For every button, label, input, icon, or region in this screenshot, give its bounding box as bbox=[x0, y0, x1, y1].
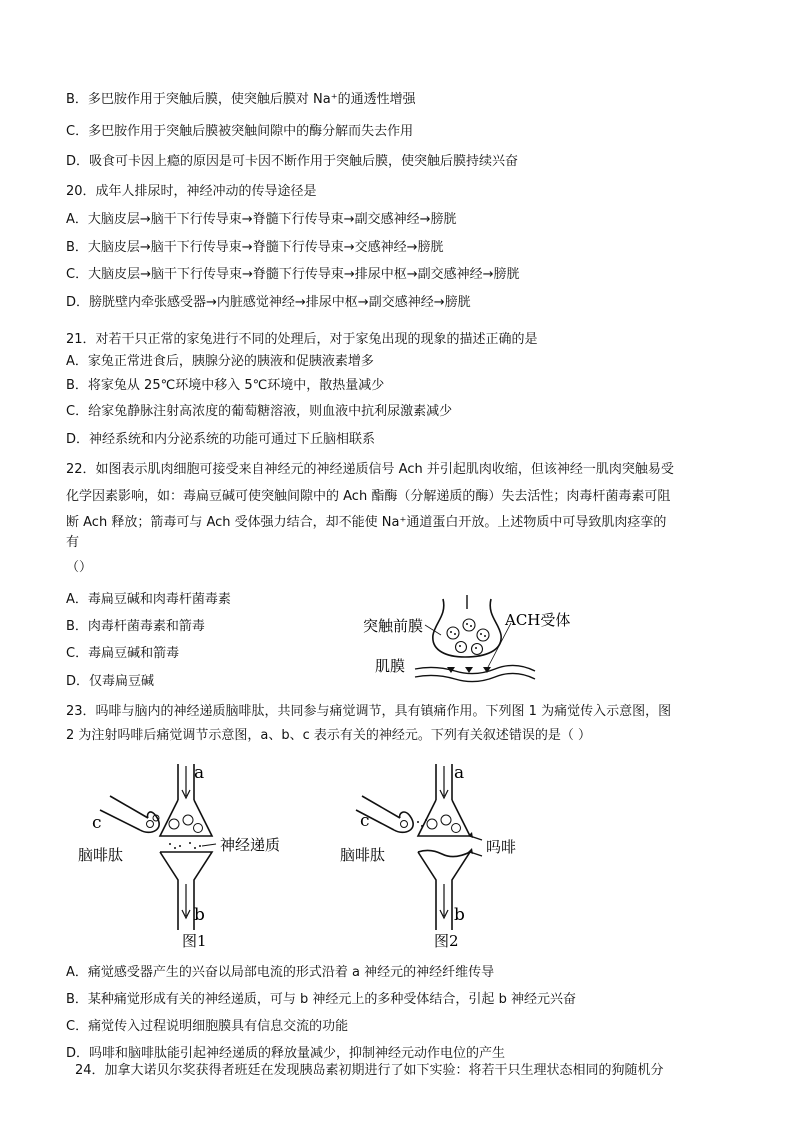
q23-option-a: A．痛觉感受器产生的兴奋以局部电流的形式沿着 a 神经元的神经纤维传导 bbox=[66, 965, 495, 980]
q19-option-b: B．多巴胺作用于突触后膜，使突触后膜对 Na⁺的通透性增强 bbox=[66, 92, 416, 107]
q22-stem-line4: 有 bbox=[66, 535, 80, 550]
q21-option-d: D．神经系统和内分泌系统的功能可通过下丘脑相联系 bbox=[66, 432, 376, 447]
fig2-label-a: a bbox=[454, 763, 465, 783]
q23-stem-line1: 23．吗啡与脑内的神经递质脑啡肽，共同参与痛觉调节，具有镇痛作用。下列图 1 为痛觉传入示意图，图 bbox=[66, 704, 672, 719]
q22-option-b: B．肉毒杆菌毒素和箭毒 bbox=[66, 619, 205, 634]
q22-option-a: A．毒扁豆碱和肉毒杆菌毒素 bbox=[66, 592, 231, 607]
fig2-caption: 图2 bbox=[434, 932, 459, 950]
fig2-label-c: c bbox=[360, 811, 370, 831]
q22-option-c: C．毒扁豆碱和箭毒 bbox=[66, 646, 180, 661]
q20-option-b: B．大脑皮层→脑干下行传导束→脊髓下行传导束→交感神经→膀胱 bbox=[66, 240, 444, 255]
q23-option-c: C．痛觉传入过程说明细胞膜具有信息交流的功能 bbox=[66, 1019, 349, 1034]
q20-option-a: A．大脑皮层→脑干下行传导束→脊髓下行传导束→副交感神经→膀胱 bbox=[66, 212, 457, 227]
muscle-membrane-label: 肌膜 bbox=[375, 657, 406, 675]
q22-synapse-figure bbox=[355, 595, 595, 695]
q23-figure-1 bbox=[70, 760, 320, 950]
q19-option-d: D．吸食可卡因上瘾的原因是可卡因不断作用于突触后膜，使突触后膜持续兴奋 bbox=[66, 154, 519, 169]
q21-option-c: C．给家兔静脉注射高浓度的葡萄糖溶液，则血液中抗利尿激素减少 bbox=[66, 404, 453, 419]
q23-option-d: D．吗啡和脑啡肽能引起神经递质的释放量减少，抑制神经元动作电位的产生 bbox=[66, 1046, 506, 1061]
presynaptic-membrane-label: 突触前膜 bbox=[363, 617, 424, 635]
q20-option-d: D．膀胱壁内牵张感受器→内脏感觉神经→排尿中枢→副交感神经→膀胱 bbox=[66, 295, 471, 310]
q20-stem: 20．成年人排尿时，神经冲动的传导途径是 bbox=[66, 184, 317, 199]
fig2-morphine-label: 吗啡 bbox=[486, 838, 517, 856]
q23-figure-2 bbox=[338, 760, 568, 950]
q22-paren: （） bbox=[66, 560, 93, 575]
fig1-label-c: c bbox=[92, 813, 102, 833]
fig2-enkephalin-label: 脑啡肽 bbox=[340, 846, 386, 864]
fig1-enkephalin-label: 脑啡肽 bbox=[78, 846, 124, 864]
q24-stem: 24．加拿大诺贝尔奖获得者班廷在发现胰岛素初期进行了如下实验：将若干只生理状态相同的狗随机分 bbox=[75, 1063, 664, 1078]
q23-option-b: B．某种痛觉形成有关的神经递质，可与 b 神经元上的多种受体结合，引起 b 神经元兴奋 bbox=[66, 992, 576, 1007]
q20-option-c: C．大脑皮层→脑干下行传导束→脊髓下行传导束→排尿中枢→副交感神经→膀胱 bbox=[66, 267, 520, 282]
ach-receptor-label: ACH受体 bbox=[505, 611, 571, 629]
fig1-caption: 图1 bbox=[182, 932, 207, 950]
q21-stem: 21．对若干只正常的家兔进行不同的处理后，对于家兔出现的现象的描述正确的是 bbox=[66, 332, 538, 347]
q22-stem-line1: 22．如图表示肌肉细胞可接受来自神经元的神经递质信号 Ach 并引起肌肉收缩，但该神经一肌肉突触易受 bbox=[66, 462, 674, 477]
q23-stem-line2: 2 为注射吗啡后痛觉调节示意图，a、b、c 表示有关的神经元。下列有关叙述错误的是（ ） bbox=[66, 728, 592, 743]
fig1-neurotransmitter-label: 神经递质 bbox=[220, 836, 281, 854]
fig2-label-b: b bbox=[454, 905, 465, 925]
q22-option-d: D．仅毒扁豆碱 bbox=[66, 674, 155, 689]
q22-stem-line3: 断 Ach 释放；箭毒可与 Ach 受体强力结合，却不能使 Na⁺通道蛋白开放。上述物质中可导致肌肉痉挛的 bbox=[66, 515, 667, 530]
q21-option-a: A．家兔正常进食后，胰腺分泌的胰液和促胰液素增多 bbox=[66, 354, 374, 369]
fig1-label-b: b bbox=[194, 905, 205, 925]
q19-option-c: C．多巴胺作用于突触后膜被突触间隙中的酶分解而失去作用 bbox=[66, 124, 414, 139]
q22-stem-line2: 化学因素影响，如：毒扁豆碱可使突触间隙中的 Ach 酯酶（分解递质的酶）失去活性；肉毒杆菌毒素可阻 bbox=[66, 489, 671, 504]
q21-option-b: B．将家兔从 25℃环境中移入 5℃环境中，散热量减少 bbox=[66, 378, 385, 393]
fig1-label-a: a bbox=[194, 763, 205, 783]
